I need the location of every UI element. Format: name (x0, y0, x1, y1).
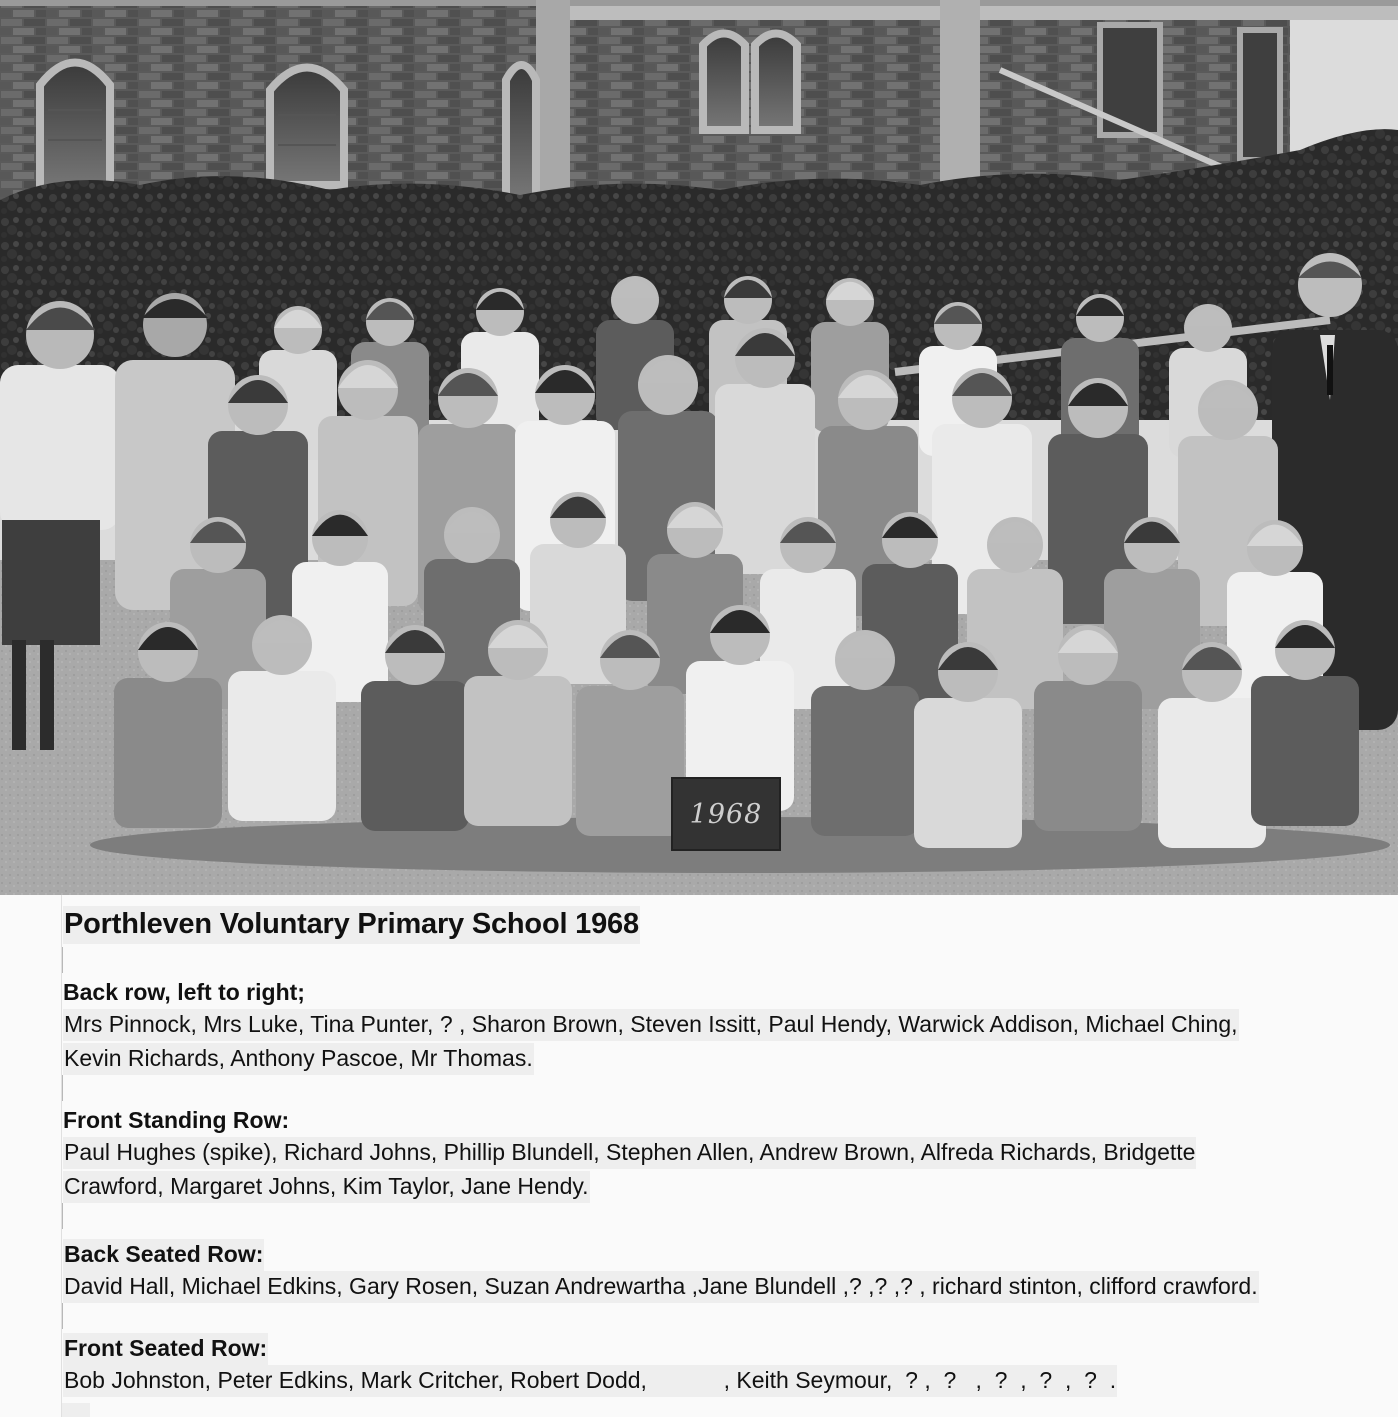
margin-strip (62, 1403, 90, 1417)
section-heading-text: Front Seated Row: (63, 1333, 268, 1365)
section-heading-back-seated (63, 1241, 264, 1268)
section-heading-text: Back Seated Row: (63, 1239, 264, 1271)
section-line (63, 1139, 1196, 1166)
section-line-text: David Hall, Michael Edkins, Gary Rosen, Suzan Andrewartha ,Jane Blundell ,? ,? ,? , richard stinton, clifford crawford. (63, 1271, 1259, 1303)
photo-caption (0, 895, 1398, 1417)
caption-title-text: Porthleven Voluntary Primary School 1968 (63, 906, 640, 944)
section-heading-text: Front Standing Row: (63, 1107, 290, 1133)
section-line (63, 1273, 1259, 1300)
section-line-text: Kevin Richards, Anthony Pascoe, Mr Thomas. (63, 1043, 534, 1075)
section-line (63, 1367, 1117, 1394)
empty-line-marker (62, 1075, 63, 1101)
empty-line-marker (62, 1303, 63, 1329)
section-heading-front-standing (63, 1107, 289, 1134)
section-line-text: Crawford, Margaret Johns, Kim Taylor, Jane Hendy. (63, 1171, 590, 1203)
section-heading-back-row (63, 979, 305, 1006)
section-heading-front-seated (63, 1335, 268, 1362)
section-line-text: Paul Hughes (spike), Richard Johns, Phillip Blundell, Stephen Allen, Andrew Brown, Alfreda Richards, Bridgette (63, 1137, 1196, 1169)
section-line-text: Bob Johnston, Peter Edkins, Mark Critcher, Robert Dodd, , Keith Seymour, ? , ? , ? , ? , ? . (63, 1365, 1117, 1397)
caption-title (63, 908, 640, 941)
section-heading-text: Back row, left to right; (63, 979, 305, 1005)
margin-rule (61, 895, 62, 1417)
section-line (63, 1045, 534, 1072)
section-line (63, 1173, 590, 1200)
empty-line-marker (62, 1203, 63, 1229)
empty-line-marker (62, 947, 63, 973)
date-board-label: 1968 (689, 798, 763, 830)
section-line-text: Mrs Pinnock, Mrs Luke, Tina Punter, ? , Sharon Brown, Steven Issitt, Paul Hendy, Warwick Addison, Michael Ching, (63, 1009, 1239, 1041)
section-line (63, 1011, 1239, 1038)
